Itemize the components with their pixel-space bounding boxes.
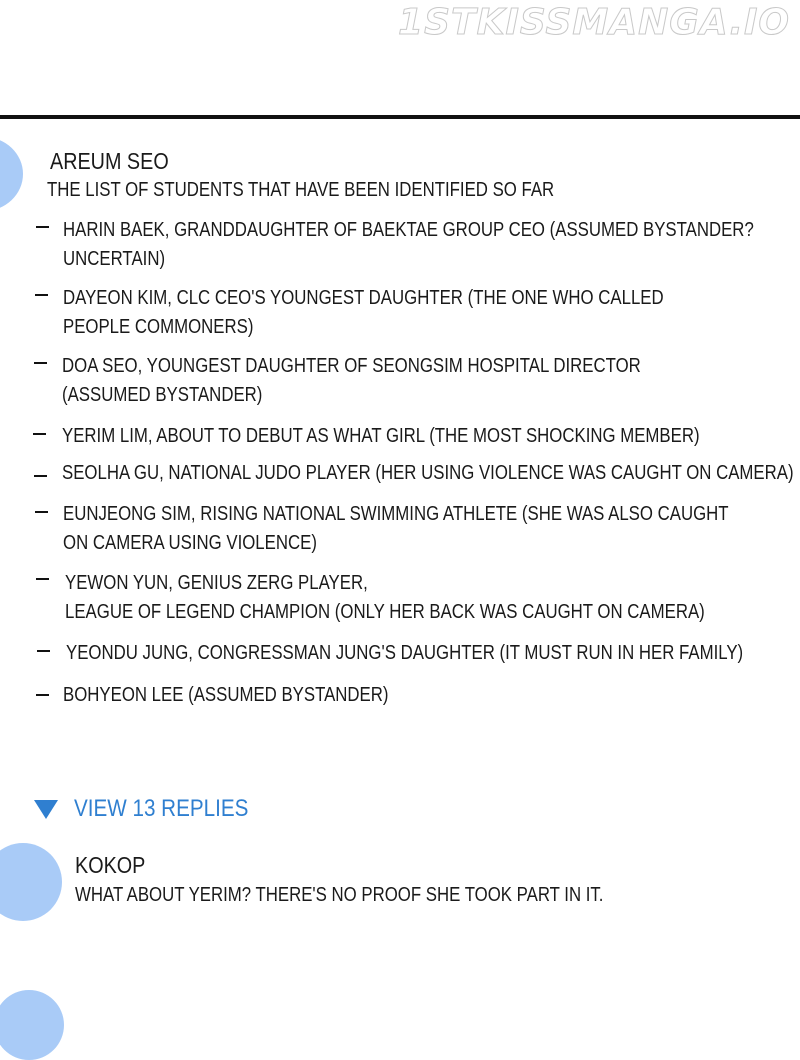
list-item-line: HARIN BAEK, GRANDDAUGHTER OF BAEKTAE GROUP CEO (ASSUMED BYSTANDER?: [63, 219, 754, 241]
dash-bullet: [37, 650, 50, 652]
list-item-line: DAYEON KIM, CLC CEO'S YOUNGEST DAUGHTER (THE ONE WHO CALLED: [63, 287, 664, 309]
list-item-line: PEOPLE COMMONERS): [63, 316, 254, 338]
view-replies-label: VIEW 13 REPLIES: [74, 795, 249, 822]
avatar[interactable]: [0, 990, 64, 1060]
dash-bullet: [33, 433, 46, 435]
comment-text: WHAT ABOUT YERIM? THERE'S NO PROOF SHE TOOK PART IN IT.: [75, 884, 604, 906]
list-item-line: BOHYEON LEE (ASSUMED BYSTANDER): [63, 684, 389, 706]
list-item-line: YEWON YUN, GENIUS ZERG PLAYER,: [65, 572, 368, 594]
dash-bullet: [35, 511, 48, 513]
list-item-line: DOA SEO, YOUNGEST DAUGHTER OF SEONGSIM HOSPITAL DIRECTOR: [62, 355, 641, 377]
comment-username[interactable]: KOKOP: [75, 852, 146, 878]
list-item-line: LEAGUE OF LEGEND CHAMPION (ONLY HER BACK WAS CAUGHT ON CAMERA): [65, 601, 705, 623]
triangle-down-icon: [34, 800, 58, 819]
dash-bullet: [36, 226, 49, 228]
dash-bullet: [34, 475, 47, 477]
list-item-line: (ASSUMED BYSTANDER): [62, 384, 263, 406]
comment-text: THE LIST OF STUDENTS THAT HAVE BEEN IDENTIFIED SO FAR: [47, 179, 555, 201]
avatar[interactable]: [0, 137, 23, 211]
list-item-line: UNCERTAIN): [63, 248, 166, 270]
top-divider: [0, 115, 800, 119]
list-item-line: EUNJEONG SIM, RISING NATIONAL SWIMMING ATHLETE (SHE WAS ALSO CAUGHT: [63, 503, 729, 525]
dash-bullet: [36, 694, 49, 696]
comment-username[interactable]: AREUM SEO: [50, 148, 169, 174]
dash-bullet: [34, 362, 47, 364]
dash-bullet: [35, 294, 48, 296]
list-item-line: SEOLHA GU, NATIONAL JUDO PLAYER (HER USING VIOLENCE WAS CAUGHT ON CAMERA): [62, 462, 794, 484]
list-item-line: YERIM LIM, ABOUT TO DEBUT AS WHAT GIRL (THE MOST SHOCKING MEMBER): [62, 425, 700, 447]
view-replies-button[interactable]: [34, 795, 277, 823]
watermark: 1STKISSMANGA.IO: [398, 2, 790, 43]
avatar[interactable]: [0, 843, 62, 921]
list-item-line: ON CAMERA USING VIOLENCE): [63, 532, 317, 554]
dash-bullet: [36, 578, 49, 580]
list-item-line: YEONDU JUNG, CONGRESSMAN JUNG'S DAUGHTER (IT MUST RUN IN HER FAMILY): [66, 642, 744, 664]
